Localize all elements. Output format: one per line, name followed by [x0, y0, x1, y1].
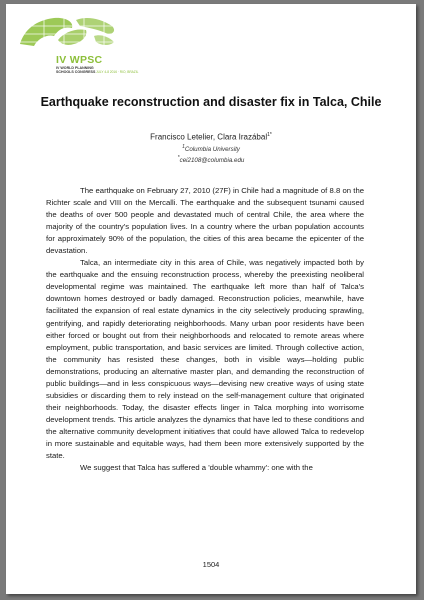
globe-map-icon: [14, 10, 124, 52]
paragraph: We suggest that Talca has suffered a 'double whammy': one with the: [80, 463, 313, 473]
logo-tagline: JULY 4-8 2016 · RIO, BRAZIL: [96, 70, 139, 74]
paragraph: The earthquake on February 27, 2010 (27F) in Chile had a magnitude of 8.8 on the Richter scale and VIII on the Mercalli. The earthquake and the subsequent tsunami caused the deaths of over 500 people and devastated much of central Chile, the area where the majority of the country's population lives. In a country where the urban population accounts for approximately 90% of the population, the cities of this area became the epicenter of the devastation.: [46, 186, 364, 256]
affiliation-mark: 1: [182, 144, 185, 150]
congress-logo: [14, 10, 139, 80]
affiliation: [6, 144, 416, 153]
logo-subtitle: IV WORLD PLANNING SCHOOLS CONGRESS: [56, 66, 96, 75]
email-text: cei2108@columbia.edu: [179, 157, 245, 165]
author-marks: 1*: [267, 132, 272, 138]
paper-authors: [6, 132, 416, 142]
logo-title: IV WPSC: [56, 54, 103, 66]
author-email: [6, 155, 416, 164]
paper-title: Earthquake reconstruction and disaster fix in Talca, Chile: [40, 95, 382, 109]
paragraph: Talca, an intermediate city in this area of Chile, was negatively impacted both by the earthquake and the ensuing reconstruction process, whereby the preexisting neoliberal developmental regime was maintained. The earthquake left more than half of Talca's downtown homes destroyed or badly damaged. Reconstruction policies, meanwhile, have facilitated the expansion of real estate dynamics in the city selectively producing sprawling, gentrifying, and rapidly deteriorating neighborhoods. Many urban poor residents have been either forced or bought out from their neighborhoods and relocated to remote areas where employment, public transportation, and basic services are limited. Through collective action, the community has resisted these changes, both in visible ways—holding public demonstrations, producing an alternative master plan, and demanding the reconstruction of public buildings—and in less conspicuous ways—devising new creative ways of using state subsidies or discarding them to rely instead on the self-management culture that originated their neighborhoods. Today, the disaster effects linger in Talca morphing into worrisome development trends. This article analyzes the dynamics that have led to these conditions and the alternative community development initiatives that could have allowed Talca to redevelop in more sustainable and equitable ways, had them been more extensively supported by the state.: [46, 258, 364, 461]
document-page: [6, 4, 416, 594]
email-mark: *: [177, 155, 180, 161]
author-names: Francisco Letelier, Clara Irazábal: [150, 132, 268, 142]
page-number: 1504: [202, 560, 220, 569]
paper-body: [46, 185, 364, 474]
affiliation-text: Columbia University: [184, 146, 240, 154]
